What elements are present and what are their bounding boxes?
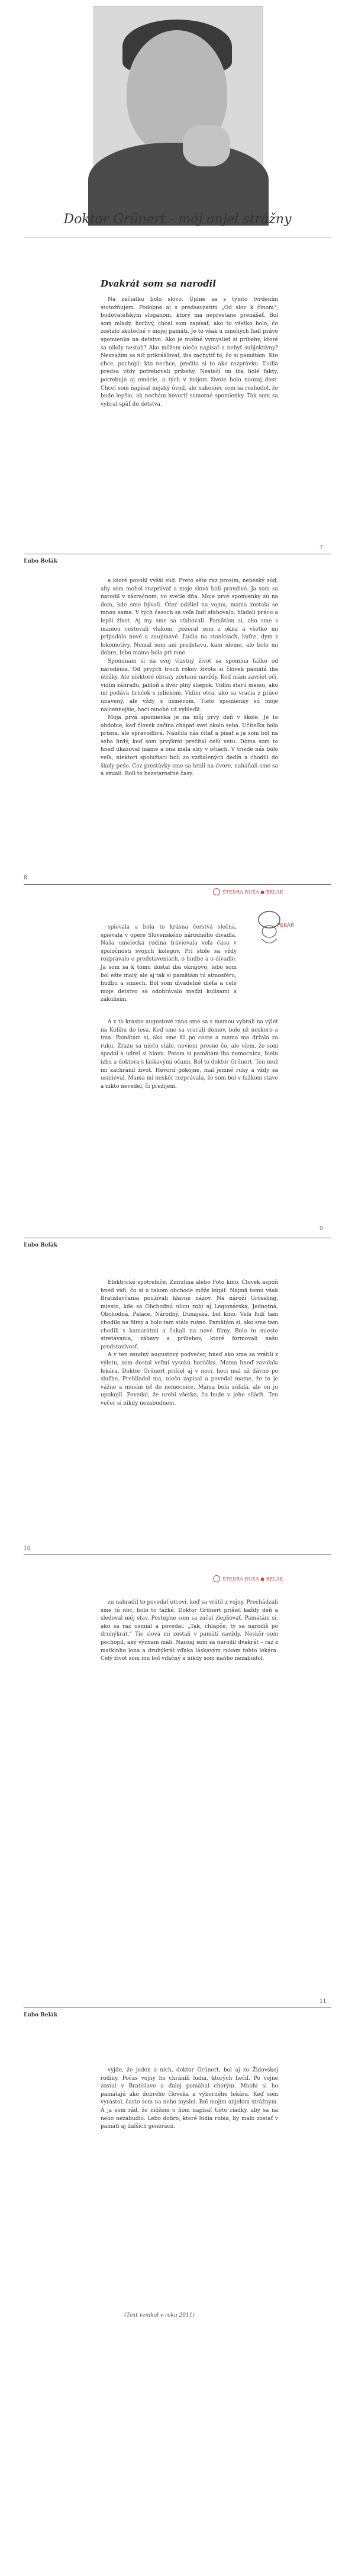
portrait-hand	[183, 125, 230, 166]
text-column-5	[101, 1599, 278, 1663]
footnote: (Text vznikol v roku 2011)	[124, 2312, 195, 2318]
publisher-logo	[213, 1575, 283, 1582]
logo-mark-icon	[213, 1575, 220, 1582]
page-number: 7	[320, 545, 323, 551]
text-column-6	[101, 2067, 278, 2131]
paragraph: zu nahradil to povedať otcovi, keď sa vrátil z vojny. Prechádzali sme tú noc, bolo to ťažké. Doktor Grünert prišiel každý deň a sledoval môj stav. Postupne som sa začal zlepšovať. Pamätám si, ako sa raz usmial a povedal: „Tak, chlapče, ty sa narodíš po druhýkrát.“ Tie slová mi zostali v pamäti navždy. Neskôr som pochopil, aký význam mali. Naozaj som sa narodil dvakrát – raz z matkinho lona a druhýkrát vďaka láskavým rukám tohto lekára. Celý život som mu bol vďačný a nikdy som naňho nezabudol.	[101, 1599, 278, 1662]
illustration-text: PEKAR	[277, 923, 295, 929]
logo-text: ŠTEDRÁ RUKA ● BELÁK	[222, 1576, 283, 1582]
page-number: 9	[320, 1226, 323, 1232]
page-title: Doktor Grünert - môj anjel strážny	[63, 212, 292, 227]
running-head: Ľubo Belák	[24, 558, 58, 564]
text-column-2	[101, 577, 278, 779]
logo-mark-icon	[213, 888, 220, 895]
publisher-logo	[213, 888, 283, 895]
page-rule	[24, 884, 331, 885]
portrait-photo	[93, 6, 263, 203]
paragraph: Spomínam si na svoj vlastný život sa spomína ťažko od narodenia. Od prvých troch rokov života si človek pamätá iba útržky. Ale niektoré obrazy zostanú navždy. Keď mám zavrieť oči, vidím záhradu, jabloň a dvor plný sliepok. Vidím starú mamu, ako mi podáva hrnček s mliekom. Vidím otca, ako sa vracia z práce unavený, ale vždy s úsmevom. Tieto spomienky sú moje najcennejšie, hoci mnohé už vybledli.	[101, 658, 278, 713]
pekar-illustration	[248, 903, 295, 950]
paragraph: A v ten osudný augustový podvečer, hneď ako sme sa vrátili z výletu, som dostal veľmi vysokú horúčku. Mama hneď zavolala lekára. Doktor Grünert prišiel aj v noci, hoci mal už dávno po službe. Prehliadol ma, niečo zapísal a povedal mame, že to je vážne a musím ísť do nemocnice. Mama bola zúfalá, ale on ju upokojil. Povedal, že urobí všetko, čo bude v jeho silách. Ten večer si nikdy nezabudnem.	[101, 1352, 278, 1406]
page-number: 10	[24, 1546, 31, 1552]
logo-text: ŠTEDRÁ RUKA ● BELÁK	[222, 889, 283, 895]
paragraph: spievala a bola to krásna čerstvá slečna, spievala v opere Slovenského národného divadla. Naša umelecká rodina trávievala veľa času v spoločnosti svojich kolegov. Pri stole sa vždy rozprávalo o predstaveniach, o hudbe a o divadle. Ja som sa k tomu dostal iba okrajovo, lebo som bol ešte malý, ale aj tak si pamätám tú atmosféru, hudbu a smiech. Bol som divadelné dieťa a celé moje detstvo sa odohrávalo medzi kulisami a zákulisím.	[101, 924, 237, 1003]
page-number: 11	[320, 1999, 327, 2005]
text-column-3a	[101, 924, 237, 1004]
running-head: Ľubo Belák	[24, 2012, 58, 2018]
paragraph: A v to krásne augustové ráno sme sa s mamou vybrali na výlet na Kolibu do lesa. Keď sme sa vracali domov, bolo už neskoro a tma. Pamätám si, ako sme šli po ceste a mama ma držala za ruku. Zrazu sa niečo stalo, neviem presne čo, ale viem, že som spadol a udrel si hlavu. Potom si pamätám iba nemocnicu, bielu izbu a doktora s láskavými očami. Bol to doktor Grünert. Ten muž mi zachránil život. Hovoril pokojne, mal jemné ruky a vždy sa usmieval. Mama mi neskôr rozprávala, že som bol v ťažkom stave a nikto nevedel, či prežijem.	[101, 1019, 278, 1090]
page-number: 8	[24, 875, 27, 881]
paragraph: a ktoré povolil vyšší súd. Preto ešte raz prosím, nebeský súd, aby som mohol rozprávať a moje slová boli pravdivé. Ja som sa narodil v zázračnom, vo svetle dňa. Moje prvé spomienky sú na dom, kde sme bývali. Otec odišiel na vojnu, mama zostala so mnou sama. V tých časoch sa veľa ľudí sťahovalo, hľadali prácu a lepší život. Aj my sme sa sťahovali. Pamätám si, ako sme s mamou cestovali vlakom, pozeral som z okna a všetko mi pripadalo nové a zaujímavé. Ľudia na staniciach, kufre, dym z lokomotívy. Nemal som ani predstavu, kam ideme, ale bolo mi dobre, lebo mama bola pri mne.	[101, 578, 278, 657]
paragraph: vyjde, že jeden z nich, doktor Grünert, bol aj zo Židovskej rodiny. Počas vojny ho chránili ľudia, ktorých liečil. Po vojne zostal v Bratislave a ďalej pomáhal chorým. Mnohí si ho pamätajú ako dobrého človeka a výborného lekára. Keď som vyrástol, často som na neho myslel. Bol mojím anjelom strážnym. A ja som rád, že môžem o ňom napísať tieto riadky, aby sa na neho nezabudlo. Lebo dobro, ktoré ľudia robia, by malo zostať v pamäti aj ďalších generácií.	[101, 2067, 278, 2130]
section-subtitle: Dvakrát som sa narodil	[101, 278, 216, 289]
running-head: Ľubo Belák	[24, 1242, 58, 1248]
text-column-1	[101, 296, 278, 409]
text-column-3b	[101, 1019, 278, 1091]
paragraph: Na začiatku bolo slovo. Úplne sa s týmto tvrdením stotožňujem. Podobne aj s predsavzatím „Od slov k činom“, budovateľským sloganom, ktorý ma neprestane prenášať. Bol som mladý, horlivý, chcel som zapísať, ako to všetko bolo, čo zostalo skutočné v mojej pamäti. Je to však u mnohých ľudí práve spomienka na detstvo. Ako je možné vymyslieť si príbehy, ktoré sa nikdy nestali? Ako môžem niečo napísať a nebyť subjektívny? Nesnažím sa nič prikrášľovať, iba zachytiť to, čo si pamätám. Kto chce, pochopí; kto nechce, prečíta si to ako rozprávku. Ľudia predsa vždy potrebovali príbehy. Nestačí im iba holé fakty, potrebujú aj emócie, a tých v mojom živote bolo naozaj dosť. Chcel som napísať nejaký úvod, ale nakoniec som sa rozhodol, že bude lepšie, ak nechám hovoriť samotné spomienky. Tak som sa vybral späť do detstva.	[101, 297, 278, 407]
page-rule	[24, 1554, 331, 1555]
text-column-4	[101, 1279, 278, 1408]
paragraph: Moja prvá spomienka je na môj prvý deň v škole. Je to obdobie, keď človek začína chápať svet okolo seba. Učiteľka bola prísna, ale spravodlivá. Naučila nás čítať a písať a ja som bol na seba hrdý, keď som prvýkrát prečítal celú vetu. Doma som to hneď ukazoval mame a ona mala slzy v očiach. V triede nás bolo veľa, niektorí spolužiaci boli zo vzdialených dedín a chodili do školy pešo. Cez prestávky sme sa hrali na dvore, naháňali sme sa a smiali. Boli to bezstarostné časy.	[101, 715, 278, 778]
paragraph: Elektrické spotrebiče, Zmrzlina alebo Foto kino. Človek aspoň hned vidí, čo si u takom obchode môže kúpiť. Najmä tomu však Bratislavčania používali hlavne názov. Na nároží Grössling, miesto, kde sa Obchodnú ulicu robí aj Legionárska, Jednotná, Obchodná, Palace, Národný, Dunajská, bol kino. Veľa ľudí tam chodilo na filmy a bolo tam stále rušno. Pamätám si, ako sme tam chodili s kamarátmi a čakali na nové filmy. Bolo to miesto stretávania, zábavy a príbehov, ktoré formovali našu predstavivosť.	[101, 1280, 278, 1350]
